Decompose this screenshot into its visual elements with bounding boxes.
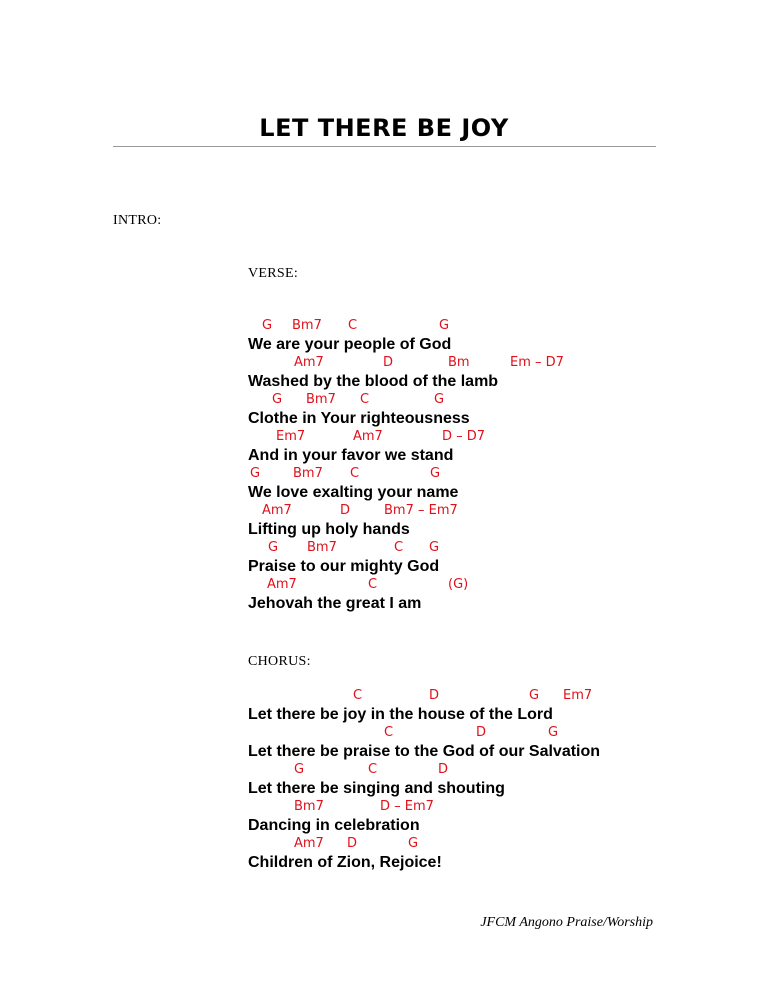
chord-line [248, 761, 600, 779]
verse-label: VERSE: [248, 266, 299, 281]
chord-line [248, 428, 498, 446]
chord: D [347, 836, 358, 851]
chord-line [248, 687, 600, 705]
lyric-line: Lifting up holy hands [248, 521, 410, 538]
chord: Bm7 [294, 799, 324, 814]
chord: Am7 [294, 355, 324, 370]
chord: C [394, 540, 404, 555]
lyric-line: Praise to our mighty God [248, 558, 440, 575]
chorus-label: CHORUS: [248, 654, 311, 669]
chord: G [429, 540, 440, 555]
song-title: LET THERE BE JOY [259, 114, 509, 142]
chord: (G) [448, 577, 469, 592]
chord-line [248, 391, 498, 409]
title-divider [113, 146, 656, 147]
chord: Em7 [276, 429, 306, 444]
lyric-line: And in your favor we stand [248, 447, 454, 464]
chord: G [434, 392, 445, 407]
chord-line [248, 539, 498, 557]
chord-line [248, 835, 600, 853]
chord: Am7 [267, 577, 297, 592]
chord-line [248, 724, 600, 742]
chord: G [529, 688, 540, 703]
chord: Em – D7 [510, 355, 564, 370]
chord: G [430, 466, 441, 481]
lyric-line: Washed by the blood of the lamb [248, 373, 499, 390]
chord: Bm7 [307, 540, 337, 555]
lyric-line: Dancing in celebration [248, 817, 420, 834]
chord: G [439, 318, 450, 333]
chord: G [272, 392, 283, 407]
chord: G [262, 318, 273, 333]
chord: C [368, 762, 378, 777]
chord: Bm7 – Em7 [384, 503, 458, 518]
lyric-line: Let there be joy in the house of the Lord [248, 706, 553, 723]
chord: Am7 [262, 503, 292, 518]
chord: Bm7 [293, 466, 323, 481]
footer-credit: JFCM Angono Praise/Worship [480, 915, 653, 930]
chord: D [429, 688, 440, 703]
chord: D [476, 725, 487, 740]
lyric-line: We love exalting your name [248, 484, 459, 501]
lyric-line: Children of Zion, Rejoice! [248, 854, 442, 871]
chord: G [294, 762, 305, 777]
chord-line [248, 354, 564, 372]
chord: Bm [448, 355, 470, 370]
chord: Bm7 [306, 392, 336, 407]
chord: D [438, 762, 449, 777]
chord: Am7 [353, 429, 383, 444]
chord: D [340, 503, 351, 518]
chord-line [248, 576, 498, 594]
chord: G [408, 836, 419, 851]
chord: C [348, 318, 358, 333]
chord-line [248, 502, 498, 520]
lyric-line: Jehovah the great I am [248, 595, 422, 612]
chord: Am7 [294, 836, 324, 851]
chord: C [368, 577, 378, 592]
lyric-line: We are your people of God [248, 336, 452, 353]
intro-label: INTRO: [113, 213, 162, 228]
chord: C [350, 466, 360, 481]
chord: G [268, 540, 279, 555]
chord-line [248, 465, 498, 483]
chorus-section [248, 687, 600, 872]
chord: C [353, 688, 363, 703]
lyric-line: Let there be praise to the God of our Salvation [248, 743, 601, 760]
chord-line [248, 798, 600, 816]
chord: G [548, 725, 559, 740]
chord: D [383, 355, 394, 370]
chord-line [248, 317, 498, 335]
lyric-line: Let there be singing and shouting [248, 780, 505, 797]
chord: C [384, 725, 394, 740]
lyric-line: Clothe in Your righteousness [248, 410, 470, 427]
chord: Bm7 [292, 318, 322, 333]
chord: D – D7 [442, 429, 486, 444]
verse-section [248, 317, 564, 613]
chord: D – Em7 [380, 799, 434, 814]
chord: G [250, 466, 261, 481]
chord: C [360, 392, 370, 407]
chord: Em7 [563, 688, 593, 703]
